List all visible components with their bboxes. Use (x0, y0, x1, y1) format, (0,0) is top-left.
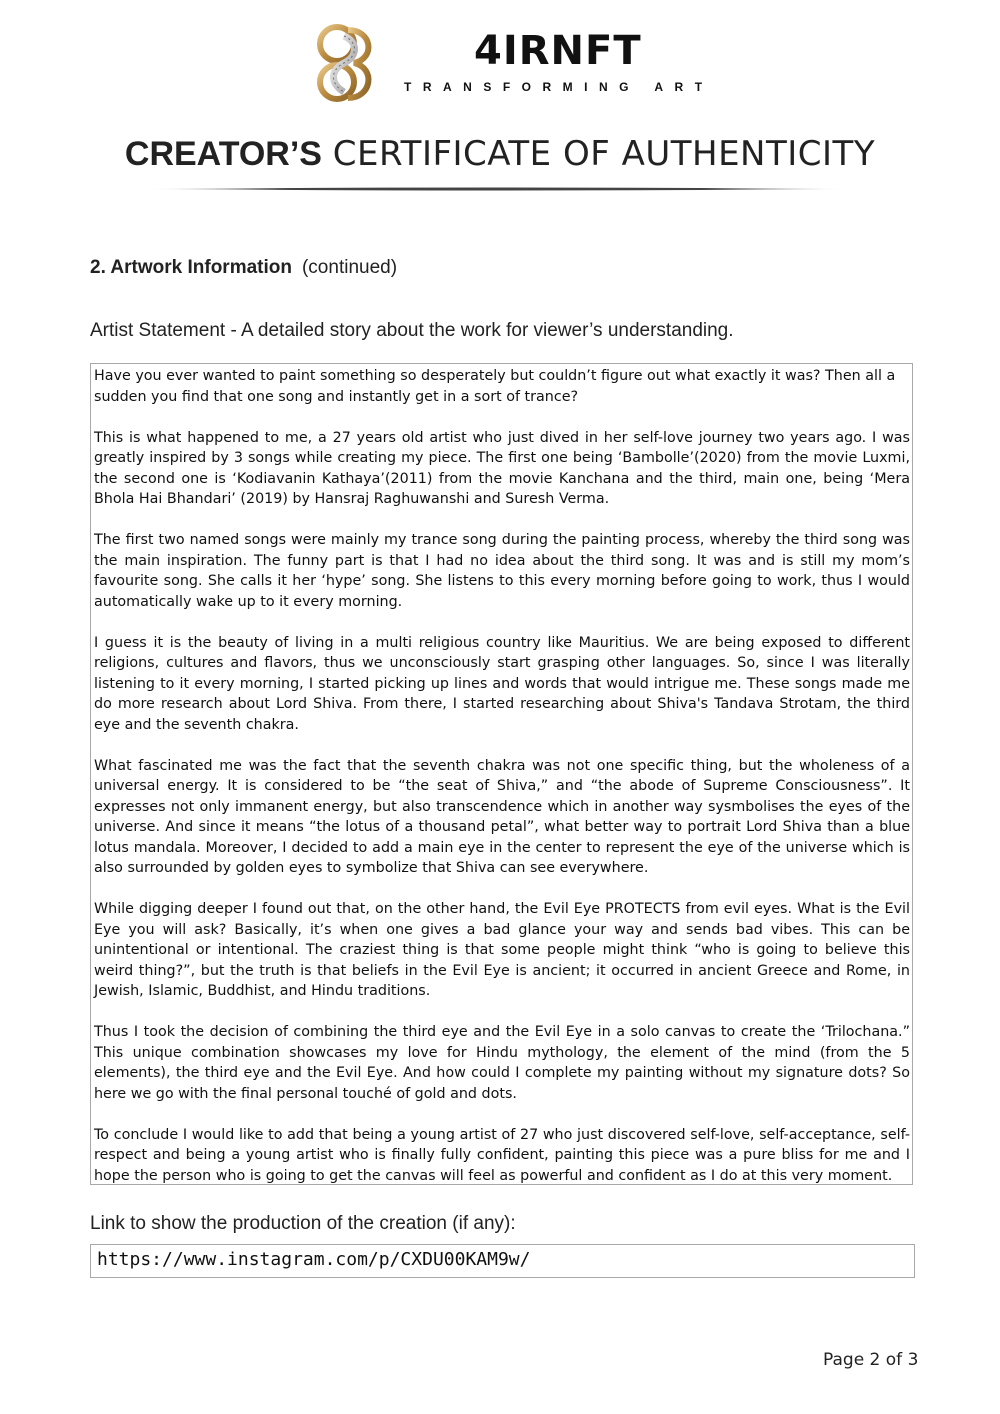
title-rest: CERTIFICATE OF AUTHENTICITY (332, 134, 876, 174)
section-heading (90, 257, 397, 279)
artist-statement-box (90, 363, 913, 1185)
statement-paragraph: I guess it is the beauty of living in a multi religious country like Mauritius. We are being exposed to different religions, cultures and flavors, thus we unconsciously start grasping other languages. So, since I was literally listening to it every morning, I started picking up lines and words that would intrigue me. These songs made me do more research about Lord Shiva. From there, I started researching about Shiva's Tandava Strotam, the third eye and the seventh chakra. (94, 634, 910, 733)
statement-paragraph: To conclude I would like to add that being a young artist of 27 who just discovered self-love, self-acceptance, self-respect and being a young artist who is finally fully confident, painting this piece was a pure bliss for me and I hope the person who is going to get the canvas will feel as powerful and confident as I do at this very moment. (94, 1126, 910, 1184)
statement-paragraph: What fascinated me was the fact that the seventh chakra was not one specific thing, but the wholeness of a universal energy. It is considered to be “the seat of Shiva,” and “the abode of Supreme Consciousness”. It expresses not only immanent energy, but also transcendence which in another way sysmbolises the eyes of the universe. And since it means “the lotus of a thousand petal”, what better way to portrait Lord Shiva than a blue lotus mandala. Moreover, I decided to add a main eye in the center to represent the eye of the universe which is also surrounded by golden eyes to symbolize that Shiva can see everywhere. (94, 757, 910, 876)
statement-paragraph: The first two named songs were mainly my trance song during the painting process, whereby the third song was the main inspiration. The funny part is that I had no idea about the third song. It was and is still my mom’s favourite song. She calls it her ‘hype’ song. She listens to this every morning before going to work, thus I would automatically wake up to it every morning. (94, 532, 910, 610)
title-bold: CREATOR’S (124, 135, 322, 173)
brand-tagline: TRANSFORMING ART (404, 80, 714, 94)
brand-name: 4IRNFT (474, 28, 642, 74)
statement-paragraph: This is what happened to me, a 27 years old artist who just dived in her self-love journey two years ago. I was greatly inspired by 3 songs while creating my piece. The first one being ‘Bambolle’(2020) from the movie Luxmi, the second one is ‘Kodiavanin Kathaya’(2011) from the movie Kanchana and the third, main one, being ‘Mera Bhola Hai Bhandari’ (2019) by Hansraj Raghuwanshi and Suresh Verma. (94, 429, 910, 507)
page-number: Page 2 of 3 (823, 1350, 919, 1370)
statement-paragraph: Thus I took the decision of combining the third eye and the Evil Eye in a solo canvas to create the ‘Trilochana.” This unique combination showcases my love for Hindu mythology, the element of the mind (from the 5 elements), the third eye and the Evil Eye. And how could I complete my painting without my signature dots? So here we go with the final personal touché of gold and dots. (94, 1024, 910, 1102)
artist-statement-label: Artist Statement - A detailed story about the work for viewer’s understanding. (90, 320, 734, 341)
production-link-label: Link to show the production of the creation (if any): (90, 1213, 516, 1234)
production-link-field[interactable]: https://www.instagram.com/p/CXDU00KAM9w/ (90, 1244, 915, 1278)
section-title: 2. Artwork Information (90, 257, 292, 278)
infinity-knot-logo-icon (314, 22, 384, 104)
title-divider (145, 186, 845, 192)
statement-paragraph: While digging deeper I found out that, on the other hand, the Evil Eye PROTECTS from evil eyes. What is the Evil Eye you will ask? Basically, it’s when one gives a bad glance your way and sends bad vibes. This can be unintentional or intentional. The craziest thing is that some people might think “who is going to believe this weird thing?”, but the truth is that beliefs in the Evil Eye is ancient; it occurred in ancient Greece and Rome, in Jewish, Islamic, Buddhist, and Hindu traditions. (94, 901, 910, 999)
section-continued: (continued) (301, 257, 398, 278)
page-title (0, 134, 1000, 174)
brand-header (314, 22, 714, 104)
statement-paragraph: Have you ever wanted to paint something so desperately but couldn’t figure out what exactly it was? Then all a sudden you find that one song and instantly get in a sort of trance? (94, 368, 896, 405)
